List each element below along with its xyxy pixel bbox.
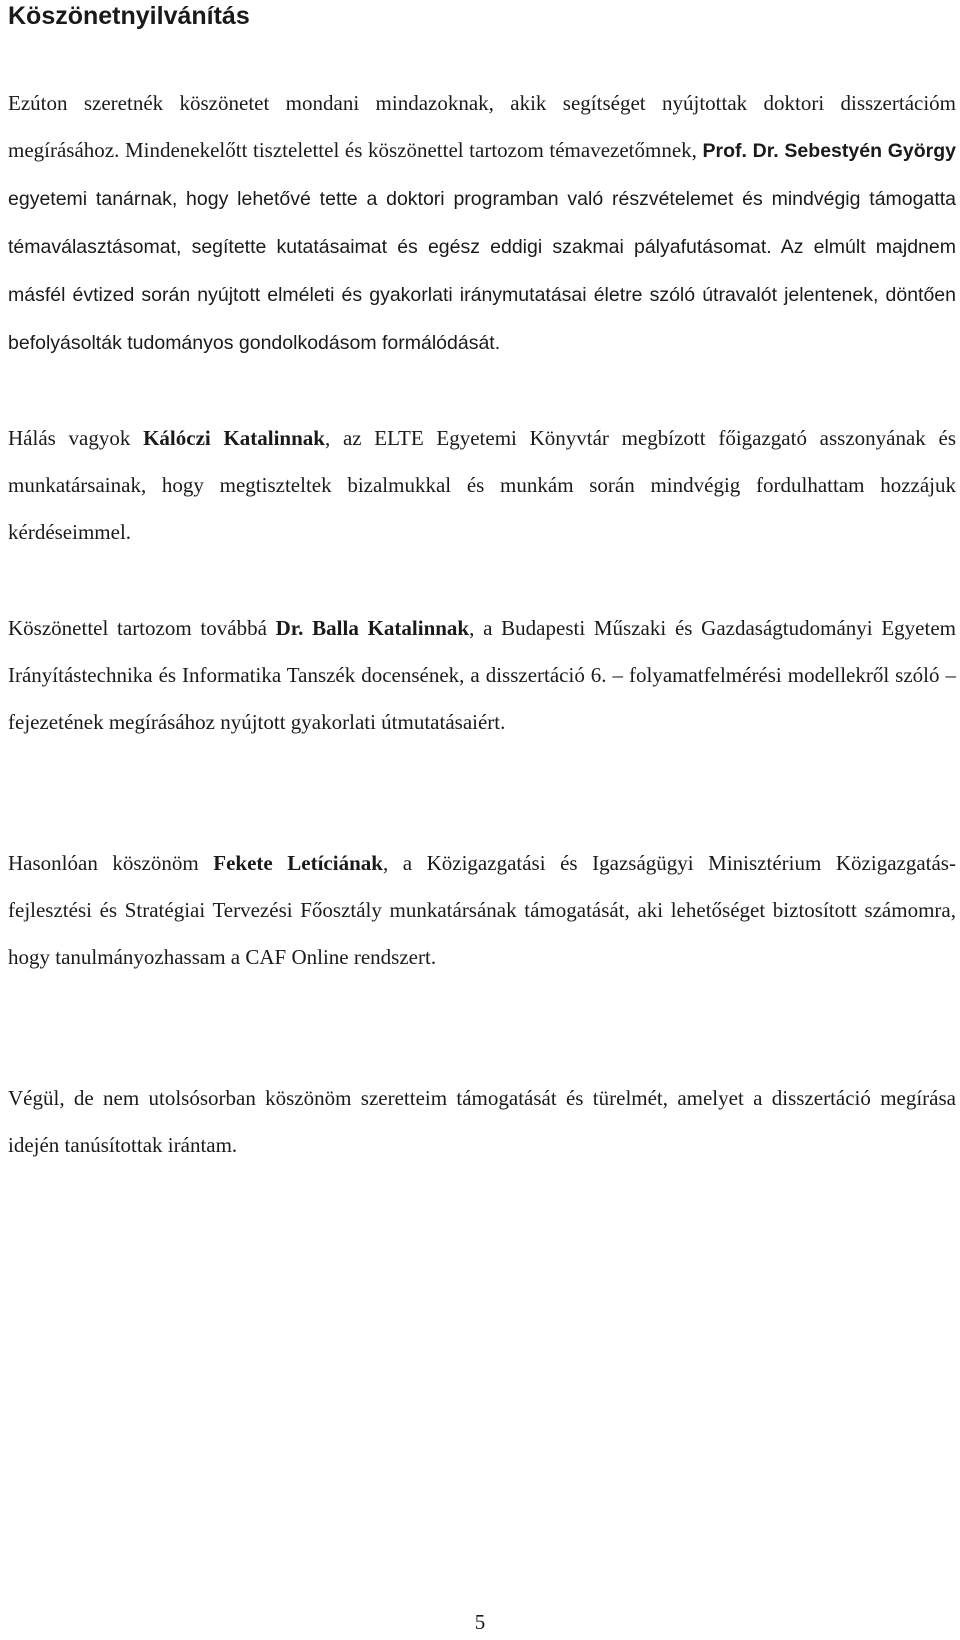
paragraph-text: , a Közigazgatási és Igazságügyi Minisztérium Közigazgatás-fejlesztési és Stratégiai Tervezési Főosztály munkatársának támogatását, aki lehetőséget biztosított számomra, hogy tanulmányozhassam a CAF Online rendszert.	[8, 851, 956, 969]
paragraph-text: egyetemi tanárnak, hogy lehetővé tette a doktori programban való részvételemet és mindvégig támogatta témaválasztásomat,	[8, 188, 956, 258]
paragraph-text: Köszönettel tartozom továbbá	[8, 616, 276, 640]
paragraph-supervisor	[8, 80, 956, 367]
supervisor-name: Prof. Dr. Sebestyén György	[702, 140, 956, 162]
person-name: Kálóczi Katalinnak	[143, 426, 325, 450]
paragraph-library	[8, 415, 956, 556]
person-name: Dr. Balla Katalinnak	[275, 616, 470, 640]
paragraph-text: Hálás vagyok	[8, 426, 144, 450]
page-title: Köszönetnyilvánítás	[8, 2, 250, 30]
paragraph-text: Végül, de nem utolsósorban köszönöm szeretteim támogatását és türelmét, amelyet a disszertáció megírása idején tanúsítottak irántam.	[8, 1086, 956, 1157]
paragraph-bme	[8, 605, 956, 746]
paragraph-text: Ezúton szeretnék köszönetet mondani mindazoknak, akik segítséget nyújtottak doktori disszertációm megírásához. Mindenekelőtt tisztelettel és köszönettel tartozom témavezetőmnek,	[8, 91, 956, 162]
paragraph-text: , a Budapesti Műszaki és Gazdaságtudományi Egyetem Irányítástechnika és Informatika Tanszék docensének, a disszertáció 6. – folyamatfelmérési modellekről szóló – fejezetének megírásához nyújtott gyakorlati útmutatásaiért.	[8, 616, 956, 734]
paragraph-family	[8, 1075, 956, 1169]
person-name: Fekete Letíciának	[213, 851, 383, 875]
paragraph-text: , az ELTE Egyetemi Könyvtár megbízott főigazgató asszonyának és munkatársainak, hogy megtiszteltek bizalmukkal és munkám során mindvégig fordulhattam hozzájuk kérdéseimmel.	[8, 426, 956, 544]
paragraph-text: segítette kutatásaimat és egész eddigi szakmai pályafutásomat. Az elmúlt majdnem másfél évtized során nyújtott elméleti és gyakorlati iránymutatásai életre szóló útravalót jelentenek, döntően befolyásolták tudományos gondolkodásom formálódását.	[8, 236, 956, 354]
page-number: 5	[474, 1610, 486, 1634]
paragraph-ministry	[8, 840, 956, 981]
paragraph-text: Hasonlóan köszönöm	[8, 851, 214, 875]
